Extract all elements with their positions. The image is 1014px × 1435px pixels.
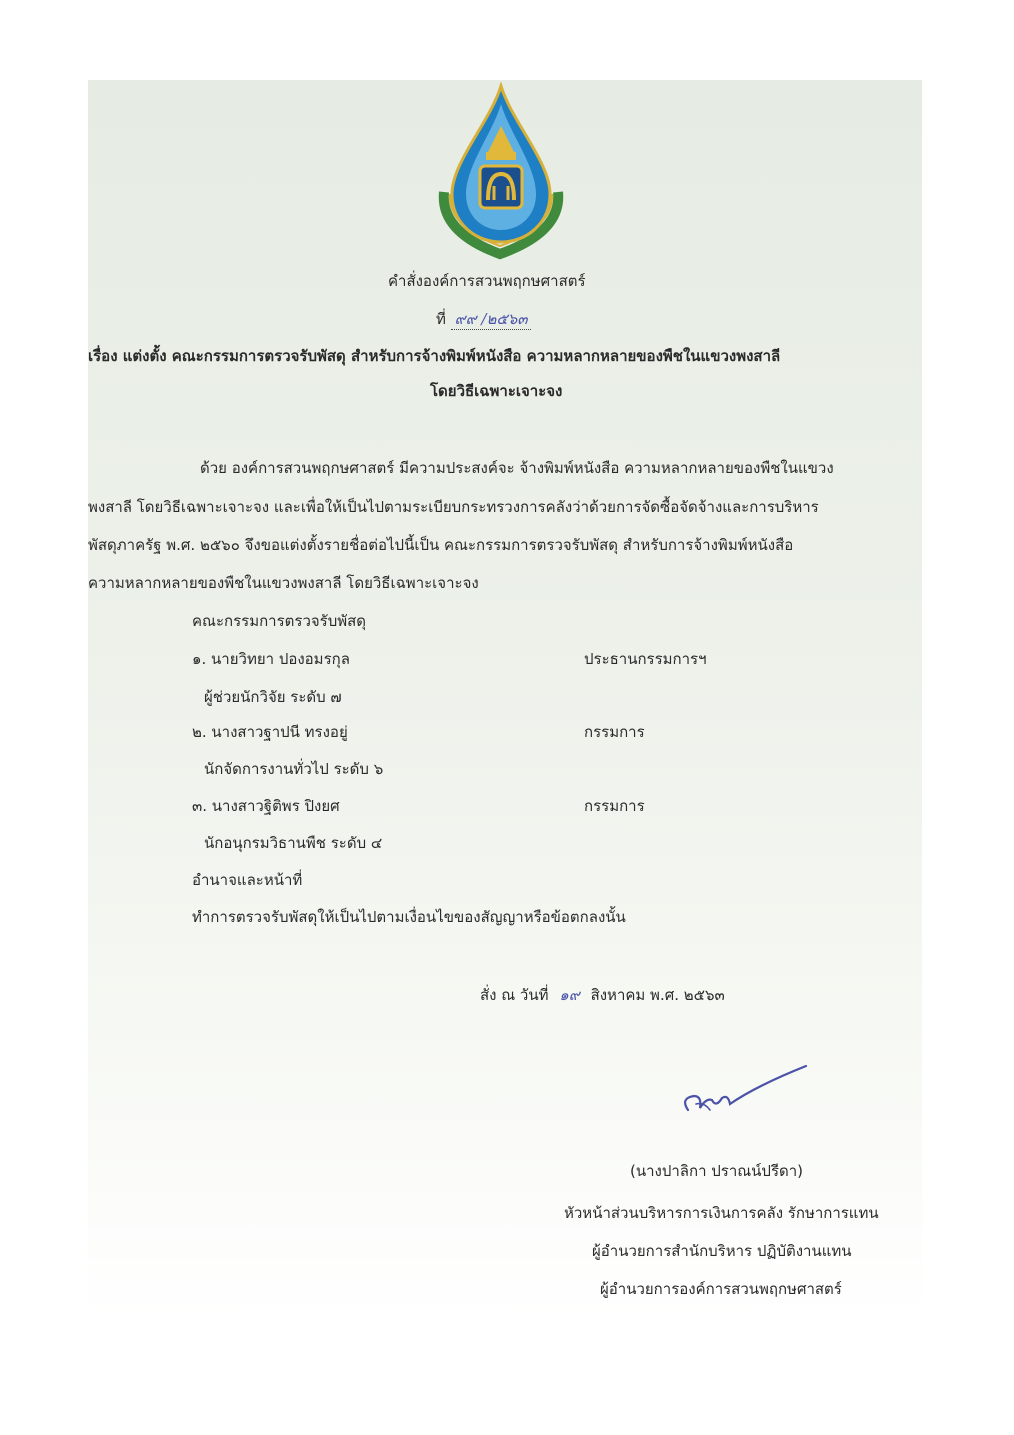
member-2-name: ๒. นางสาวฐาปนี ทรงอยู่	[192, 723, 348, 741]
order-date-prefix: สั่ง ณ วันที่	[480, 986, 549, 1004]
member-3-position: นักอนุกรมวิธานพืช ระดับ ๔	[204, 834, 383, 852]
organization-emblem-icon	[430, 82, 572, 260]
signatory-title-1: หัวหน้าส่วนบริหารการเงินการคลัง รักษาการแทน	[564, 1204, 879, 1222]
member-2-role: กรรมการ	[584, 723, 645, 741]
body-paragraph-line-2: พงสาลี โดยวิธีเฉพาะเจาะจง และเพื่อให้เป็นไปตามระเบียบกระทรวงการคลังว่าด้วยการจัดซื้อจัดจ้างและการบริหาร	[88, 498, 819, 516]
member-3-name: ๓. นางสาวฐิติพร ปิงยศ	[192, 797, 340, 815]
order-number	[436, 309, 531, 330]
member-1-name: ๑. นายวิทยา ปองอมรกุล	[192, 650, 350, 668]
order-number-label: ที่	[436, 310, 446, 328]
signatory-title-2: ผู้อำนวยการสำนักบริหาร ปฏิบัติงานแทน	[592, 1242, 852, 1260]
member-1-position: ผู้ช่วยนักวิจัย ระดับ ๗	[204, 688, 342, 706]
body-paragraph-line-1: ด้วย องค์การสวนพฤกษศาสตร์ มีความประสงค์จะ จ้างพิมพ์หนังสือ ความหลากหลายของพืชในแขวง	[200, 459, 834, 477]
duty-heading: อำนาจและหน้าที่	[192, 871, 303, 889]
subject-line-2: โดยวิธีเฉพาะเจาะจง	[430, 382, 563, 400]
member-2-position: นักจัดการงานทั่วไป ระดับ ๖	[204, 760, 384, 778]
member-1-role: ประธานกรรมการฯ	[584, 650, 707, 668]
committee-heading: คณะกรรมการตรวจรับพัสดุ	[192, 612, 367, 630]
body-paragraph-line-4: ความหลากหลายของพืชในแขวงพงสาลี โดยวิธีเฉพาะเจาะจง	[88, 574, 479, 592]
order-number-value: ๙๙ /๒๕๖๓	[451, 309, 532, 330]
order-date-day: ๑๙	[559, 986, 580, 1004]
signatory-title-3: ผู้อำนวยการองค์การสวนพฤกษศาสตร์	[600, 1280, 842, 1298]
order-title: คำสั่งองค์การสวนพฤกษศาสตร์	[388, 272, 586, 290]
member-3-role: กรรมการ	[584, 797, 645, 815]
signature	[676, 1058, 816, 1128]
order-date	[480, 985, 725, 1005]
body-paragraph-line-3: พัสดุภาครัฐ พ.ศ. ๒๕๖๐ จึงขอแต่งตั้งรายชื่อต่อไปนี้เป็น คณะกรรมการตรวจรับพัสดุ สำหรับการจ้างพิมพ์หนังสือ	[88, 536, 794, 554]
subject-line-1: เรื่อง แต่งตั้ง คณะกรรมการตรวจรับพัสดุ สำหรับการจ้างพิมพ์หนังสือ ความหลากหลายของพืชในแขวงพงสาลี	[88, 347, 781, 365]
signatory-name: (นางปาลิกา ปราณน์ปรีดา)	[630, 1162, 804, 1180]
duty-text: ทำการตรวจรับพัสดุให้เป็นไปตามเงื่อนไขของสัญญาหรือข้อตกลงนั้น	[192, 908, 626, 926]
order-date-month-year: สิงหาคม พ.ศ. ๒๕๖๓	[590, 986, 725, 1004]
